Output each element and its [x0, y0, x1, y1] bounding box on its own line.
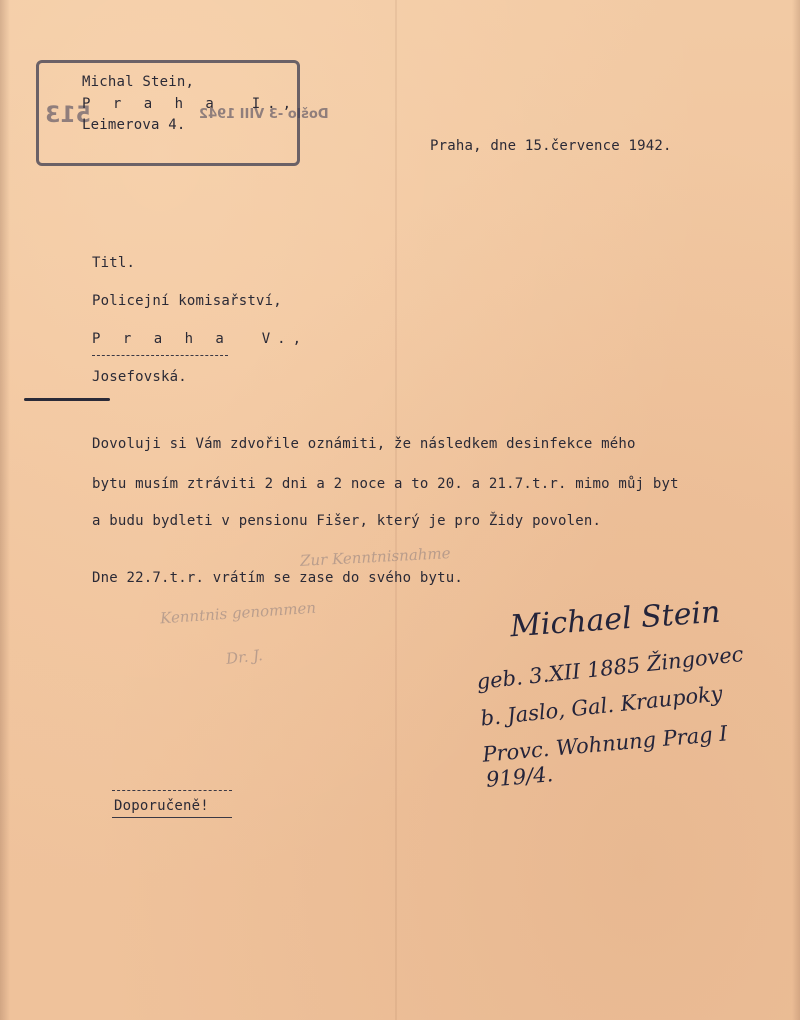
body-line-4: Dne 22.7.t.r. vrátím se zase do svého bytu. — [92, 570, 464, 586]
paper-edge-right — [792, 0, 800, 1020]
signature-note-4: 919/4. — [485, 762, 555, 792]
recipient-salutation: Titl. — [92, 255, 136, 271]
stamp-number: 513 — [45, 103, 91, 128]
margin-note-1: Zur Kenntnisnahme — [299, 544, 451, 570]
paper-fold — [395, 0, 397, 1020]
body-line-3: a budu bydleti v pensionu Fišer, který je pro Židy povolen. — [92, 513, 602, 529]
sender-city: P r a h a I., — [82, 96, 299, 112]
signature-note-1: geb. 3.XII 1885 Žingovec — [475, 642, 745, 694]
registered-overline — [112, 790, 232, 791]
body-line-1: Dovoluji si Vám zdvořile oznámiti, že následkem desinfekce mého — [92, 436, 636, 452]
signature: Michael Stein — [509, 594, 722, 645]
sender-name: Michal Stein, — [82, 74, 195, 90]
registered-label: Doporučeně! — [114, 798, 209, 814]
signature-note-3: Provc. Wohnung Prag I — [481, 721, 729, 767]
signature-note-2: b. Jaslo, Gal. Kraupoky — [479, 681, 724, 731]
recipient-office: Policejní komisařství, — [92, 293, 282, 309]
paper-edge-left — [0, 0, 10, 1020]
place-date: Praha, dne 15.července 1942. — [430, 138, 672, 154]
body-line-2: bytu musím ztráviti 2 dni a 2 noce a to 20. a 21.7.t.r. mimo můj byt — [92, 476, 679, 492]
registered-underline — [112, 817, 232, 818]
sender-street: Leimerova 4. — [82, 117, 186, 133]
stamp-date: Došlo -3 VIII 1942 — [199, 107, 329, 122]
margin-dash-mark — [24, 398, 110, 401]
recipient-street: Josefovská. — [92, 369, 187, 385]
recipient-city-underline — [92, 355, 228, 356]
margin-note-3: Dr. J. — [225, 646, 264, 668]
recipient-city: P r a h a V., — [92, 331, 309, 347]
margin-note-2: Kenntnis genommen — [159, 598, 317, 628]
